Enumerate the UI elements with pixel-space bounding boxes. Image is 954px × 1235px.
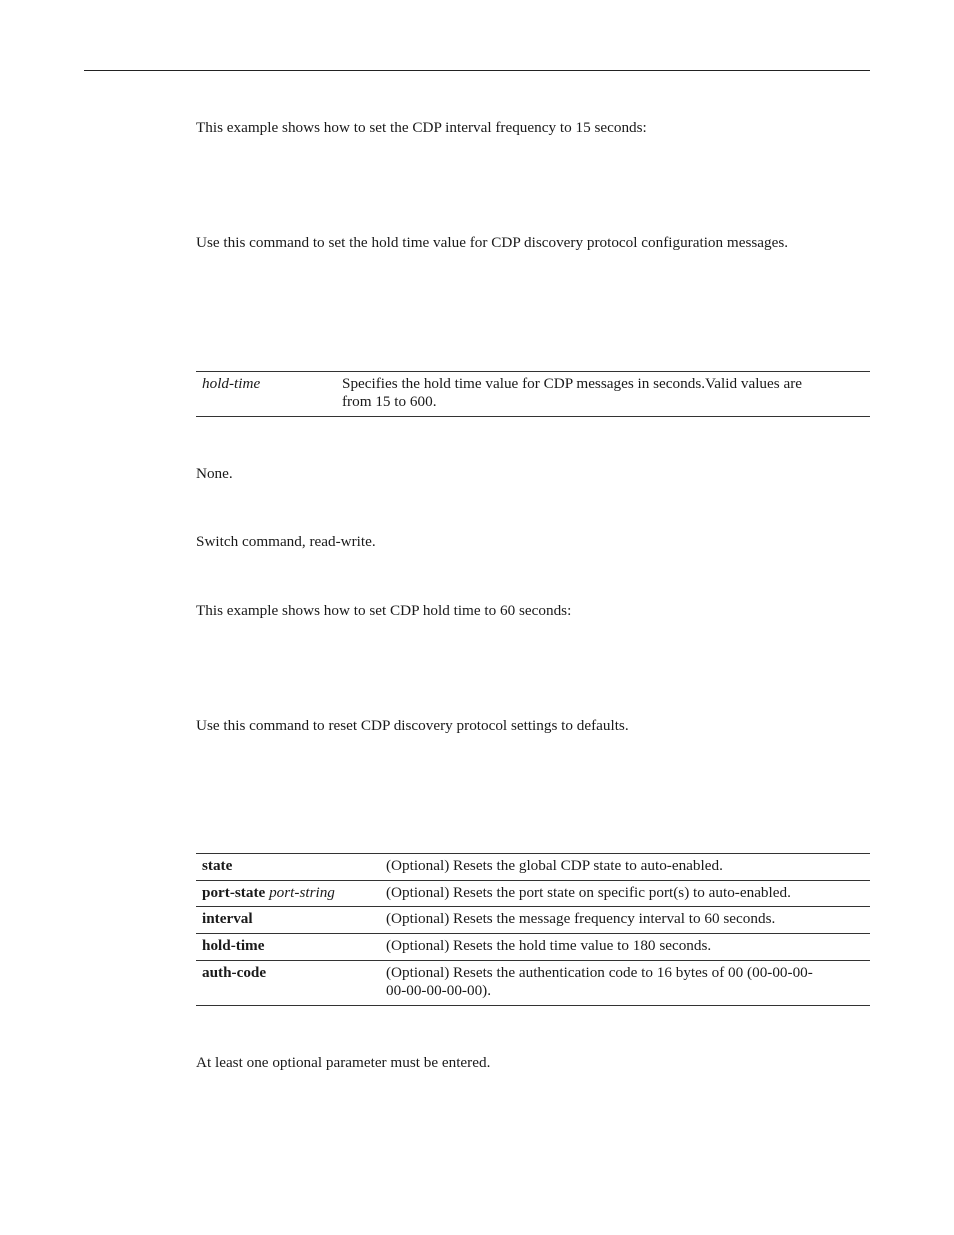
- parameter-description: (Optional) Resets the message frequency interval to 60 seconds.: [380, 907, 870, 934]
- paragraph-reset-description: Use this command to reset CDP discovery protocol settings to defaults.: [196, 717, 629, 734]
- parameter-name: interval: [202, 910, 253, 927]
- table-row: [196, 907, 870, 934]
- parameter-description-line: from 15 to 600.: [342, 393, 437, 410]
- paragraph-defaults: None.: [196, 465, 233, 482]
- paragraph-hold-time-description: Use this command to set the hold time value for CDP discovery protocol configuration messages.: [196, 234, 789, 251]
- parameter-description-line: 00-00-00-00-00).: [386, 982, 492, 999]
- parameter-description: (Optional) Resets the port state on specific port(s) to auto-enabled.: [380, 881, 870, 907]
- paragraph-mode: Switch command, read-write.: [196, 533, 376, 550]
- parameter-name: port-state: [202, 884, 266, 901]
- table-row: [196, 854, 870, 881]
- paragraph-example-interval: This example shows how to set the CDP interval frequency to 15 seconds:: [196, 119, 647, 136]
- paragraph-usage-note: At least one optional parameter must be entered.: [196, 1054, 491, 1071]
- header-rule: [84, 70, 870, 71]
- parameter-description-line: Specifies the hold time value for CDP messages in seconds.Valid values are: [342, 375, 803, 392]
- paragraph-example-hold-time: This example shows how to set CDP hold time to 60 seconds:: [196, 602, 572, 619]
- hold-time-parameter-table: [196, 371, 870, 417]
- parameter-description: (Optional) Resets the global CDP state to auto-enabled.: [380, 854, 870, 881]
- table-row: [196, 934, 870, 961]
- parameter-description: (Optional) Resets the hold time value to 180 seconds.: [380, 934, 870, 961]
- table-row: [196, 881, 870, 907]
- table-row: [196, 961, 870, 1006]
- parameter-description-line: (Optional) Resets the authentication code to 16 bytes of 00 (00-00-00-: [386, 964, 813, 981]
- parameter-name: auth-code: [202, 964, 267, 981]
- table-row: [196, 372, 870, 417]
- reset-parameter-table: [196, 853, 870, 1006]
- parameter-argument: port-string: [269, 884, 335, 901]
- parameter-name: state: [202, 857, 233, 874]
- parameter-name: hold-time: [202, 375, 261, 392]
- parameter-name: hold-time: [202, 937, 265, 954]
